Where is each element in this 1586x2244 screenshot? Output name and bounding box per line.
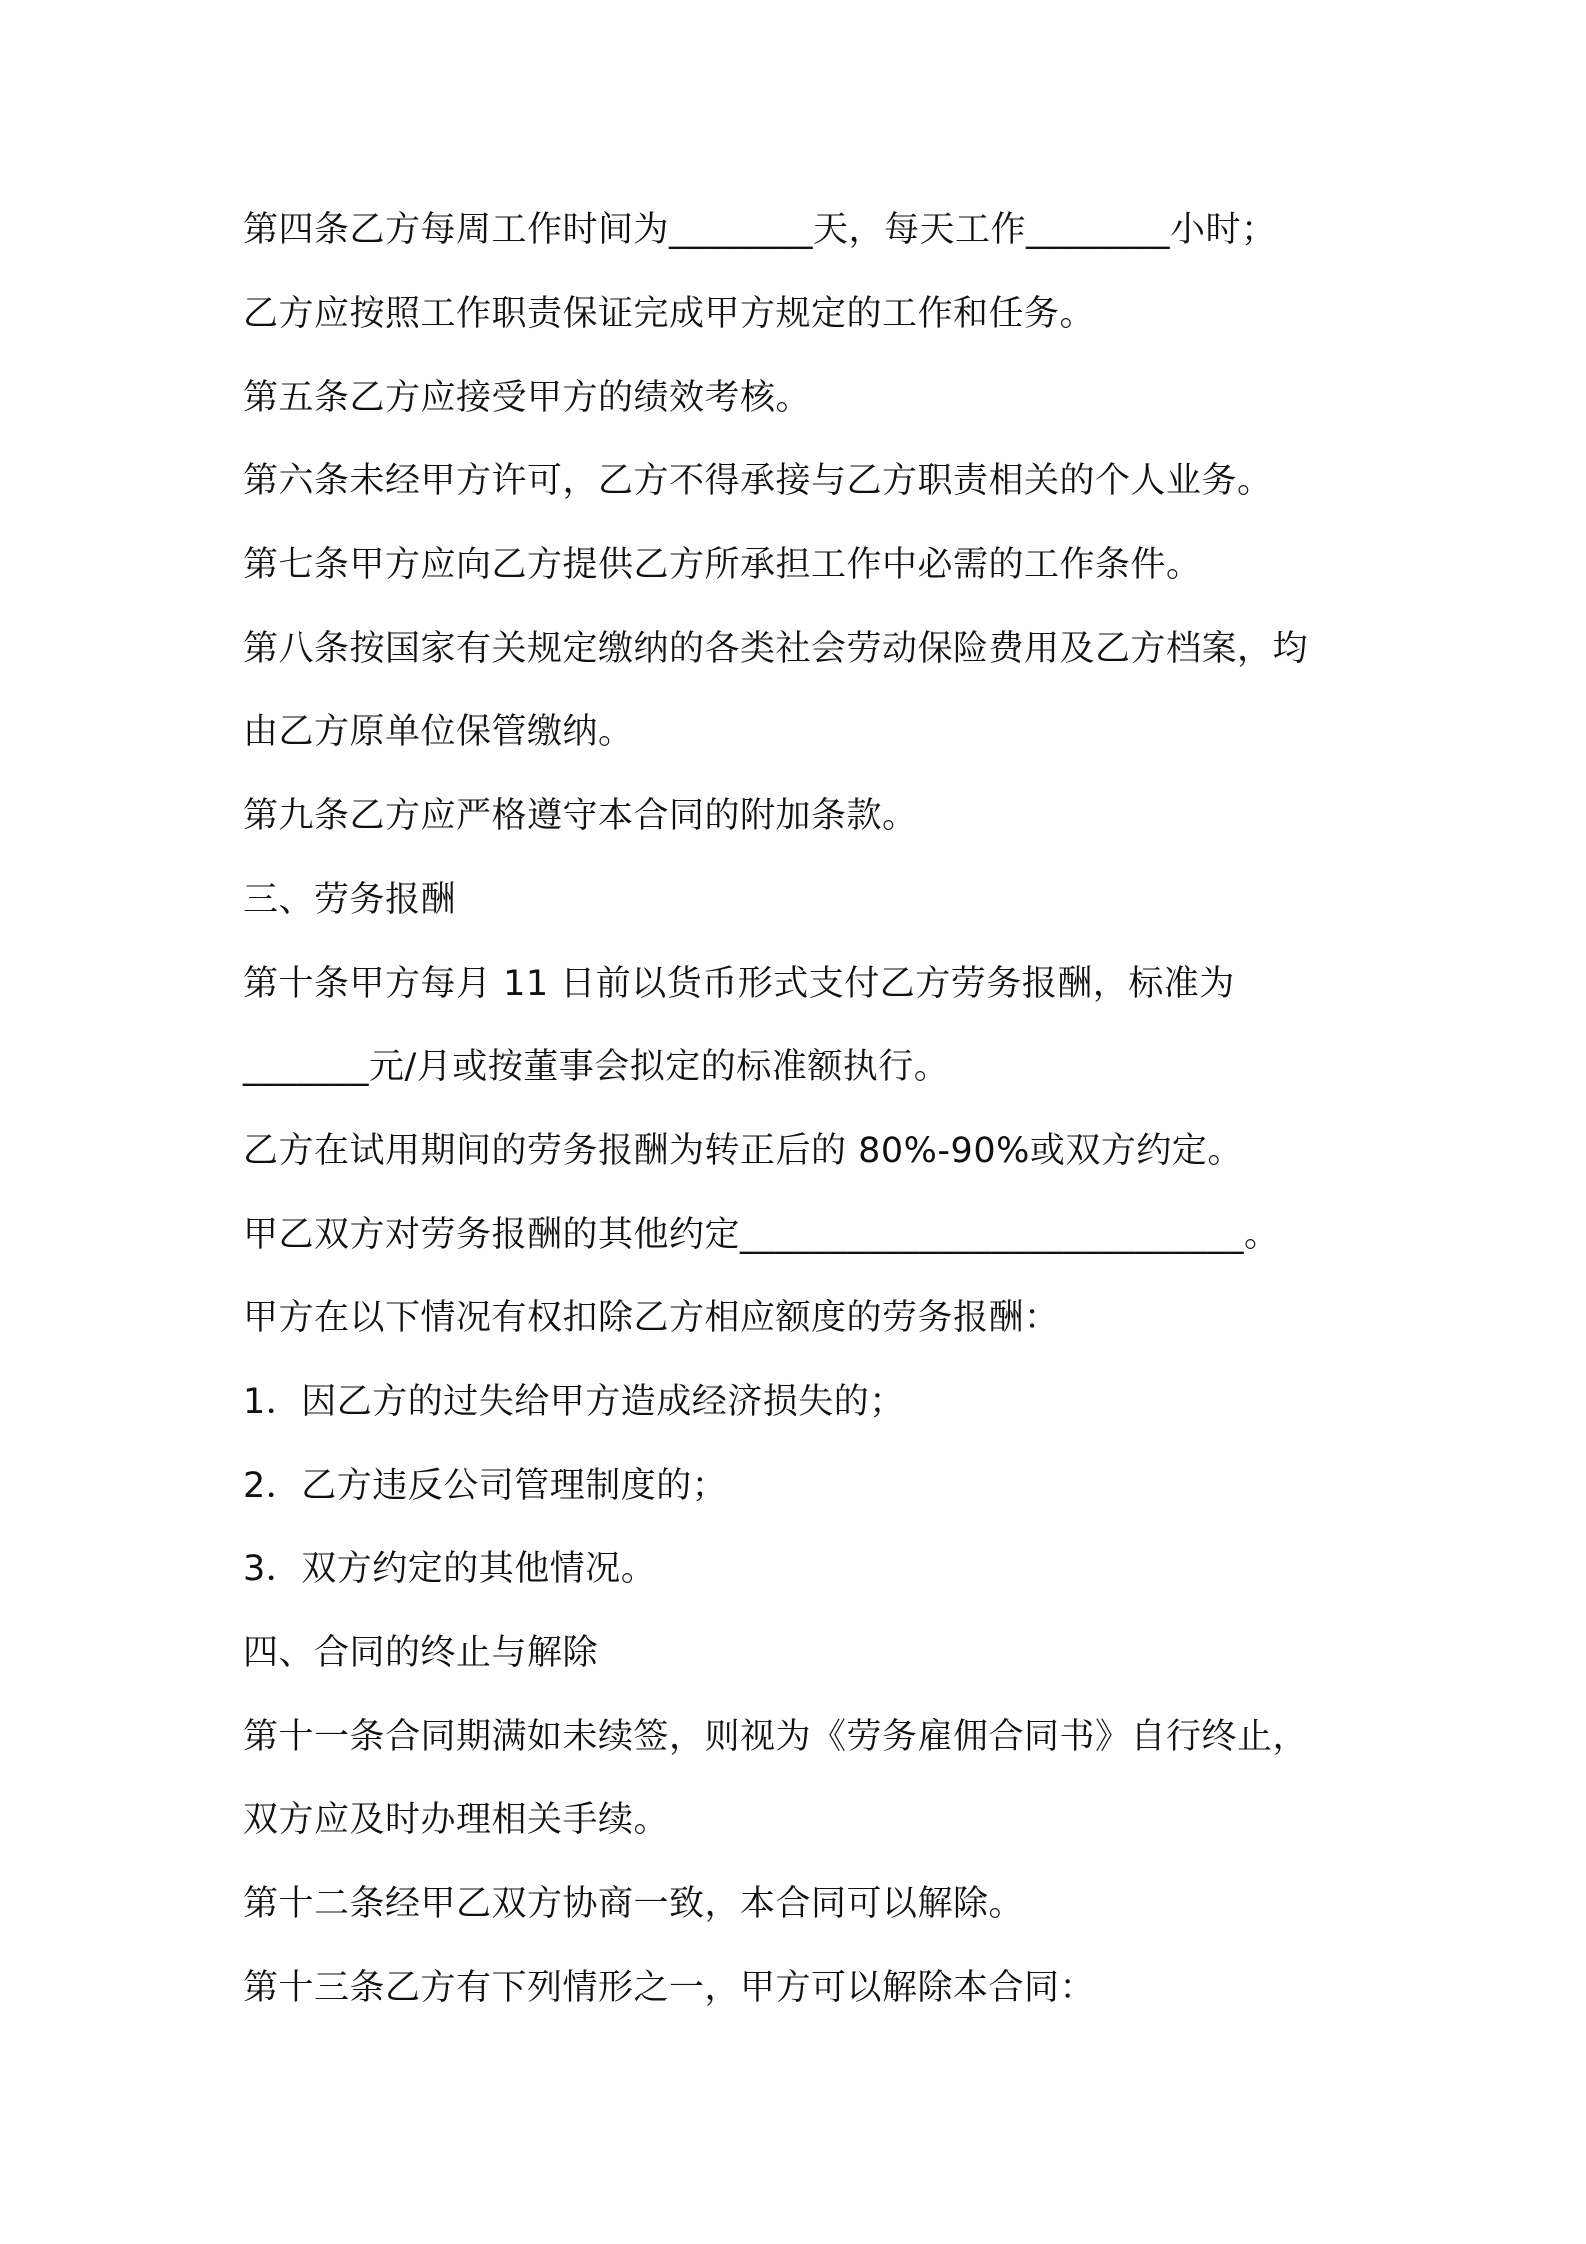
clause-10-line-2: _______元/月或按董事会拟定的标准额执行。 (243, 1047, 950, 1087)
clause-10-line-1: 第十条甲方每月 11 日前以货币形式支付乙方劳务报酬，标准为 (243, 964, 1235, 1004)
other-pay-agreement-line: 甲乙双方对劳务报酬的其他约定____________________________。 (243, 1215, 1280, 1255)
deduction-intro-line: 甲方在以下情况有权扣除乙方相应额度的劳务报酬： (243, 1298, 1060, 1338)
clause-11-line-2: 双方应及时办理相关手续。 (243, 1800, 670, 1840)
deduction-item-2: 2．乙方违反公司管理制度的； (243, 1466, 728, 1506)
clause-4-line-2: 乙方应按照工作职责保证完成甲方规定的工作和任务。 (243, 294, 1096, 334)
clause-11-line-1: 第十一条合同期满如未续签，则视为《劳务雇佣合同书》自行终止， (243, 1717, 1309, 1757)
section-heading-3: 三、劳务报酬 (243, 880, 457, 920)
deduction-item-1: 1．因乙方的过失给甲方造成经济损失的； (243, 1382, 905, 1422)
clause-6: 第六条未经甲方许可，乙方不得承接与乙方职责相关的个人业务。 (243, 461, 1273, 501)
clause-7: 第七条甲方应向乙方提供乙方所承担工作中必需的工作条件。 (243, 545, 1202, 585)
section-heading-4: 四、合同的终止与解除 (243, 1633, 599, 1673)
clause-8-line-1: 第八条按国家有关规定缴纳的各类社会劳动保险费用及乙方档案，均 (243, 629, 1309, 669)
deduction-item-3: 3．双方约定的其他情况。 (243, 1549, 657, 1589)
clause-8-line-2: 由乙方原单位保管缴纳。 (243, 712, 634, 752)
clause-13: 第十三条乙方有下列情形之一，甲方可以解除本合同： (243, 1968, 1096, 2008)
probation-pay-line: 乙方在试用期间的劳务报酬为转正后的 80%-90%或双方约定。 (243, 1131, 1243, 1171)
clause-5: 第五条乙方应接受甲方的绩效考核。 (243, 378, 812, 418)
clause-12: 第十二条经甲乙双方协商一致，本合同可以解除。 (243, 1884, 1025, 1924)
clause-9: 第九条乙方应严格遵守本合同的附加条款。 (243, 796, 918, 836)
clause-4-line-1: 第四条乙方每周工作时间为________天，每天工作________小时； (243, 210, 1277, 250)
